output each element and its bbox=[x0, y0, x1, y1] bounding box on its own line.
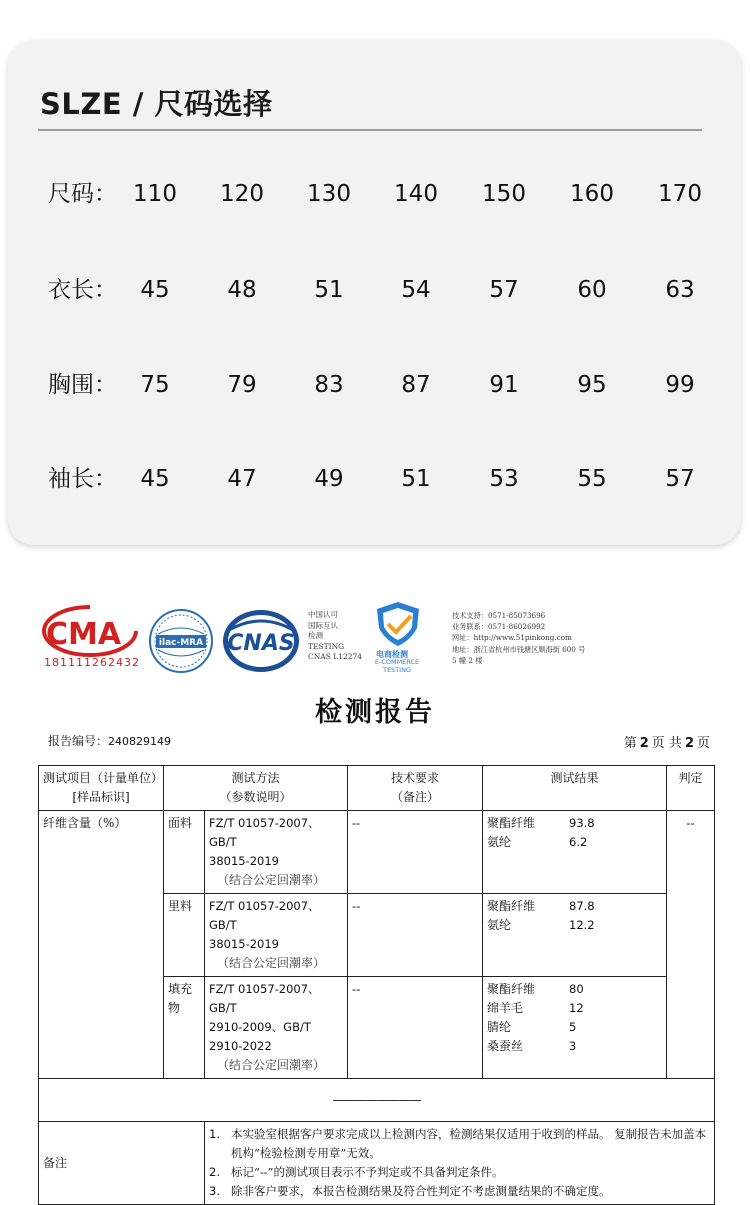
contact-info: 技术支持：0571-85073696 业务联系：0571-86026992 网址：http://www.51pinkong.com 地址：浙江省杭州市钱塘区顺海街 600 号 5 幢 2 楼 bbox=[452, 611, 586, 665]
size-row-label: 衣长： bbox=[48, 277, 117, 303]
part-requirement: -- bbox=[348, 811, 483, 894]
cma-number: 181111262432 bbox=[44, 656, 140, 669]
report-title: 检测报告 bbox=[315, 697, 435, 728]
size-value: 95 bbox=[577, 372, 607, 398]
part-name: 里料 bbox=[164, 894, 205, 977]
header-item: 测试项目（计量单位） [样品标识] bbox=[39, 766, 164, 811]
header-result: 测试结果 bbox=[483, 766, 667, 811]
remarks-content bbox=[205, 1122, 715, 1205]
part-name: 填充物 bbox=[164, 977, 205, 1079]
size-row bbox=[8, 459, 741, 499]
size-value: 45 bbox=[140, 466, 170, 492]
table-row bbox=[39, 811, 715, 894]
remarks-row bbox=[39, 1122, 715, 1205]
cnas-logo bbox=[221, 608, 301, 674]
size-value: 140 bbox=[394, 181, 438, 207]
table-end-row bbox=[39, 1079, 715, 1122]
size-value: 51 bbox=[314, 277, 344, 303]
size-row-label: 尺码： bbox=[48, 181, 117, 207]
size-value: 79 bbox=[227, 372, 257, 398]
judge-value: -- bbox=[667, 811, 715, 1079]
part-method: FZ/T 01057-2007、GB/T 2910-2009、GB/T 2910-2022 （结合公定回潮率） bbox=[205, 977, 348, 1079]
remark-item: 3. 除非客户要求，本报告检测结果及符合性判定不考虑测量结果的不确定度。 bbox=[209, 1184, 611, 1198]
part-name: 面料 bbox=[164, 811, 205, 894]
size-value: 54 bbox=[401, 277, 431, 303]
certification-logos bbox=[38, 600, 718, 680]
size-value: 49 bbox=[314, 466, 344, 492]
remark-item: 1. 本实验室根据客户要求完成以上检测内容，检测结果仅适用于收到的样品。 复制报告未加盖本机构“检验检测专用章”无效。 bbox=[209, 1127, 707, 1160]
size-value: 60 bbox=[577, 277, 607, 303]
size-value: 160 bbox=[570, 181, 614, 207]
size-value: 75 bbox=[140, 372, 170, 398]
size-row bbox=[8, 270, 741, 310]
size-value: 51 bbox=[401, 466, 431, 492]
size-value: 57 bbox=[665, 466, 695, 492]
size-row bbox=[8, 365, 741, 405]
header-judge: 判定 bbox=[667, 766, 715, 811]
svg-text:CMA: CMA bbox=[46, 617, 122, 652]
size-value: 47 bbox=[227, 466, 257, 492]
end-mark: ———————— bbox=[39, 1079, 715, 1122]
remark-item: 2. 标记“--”的测试项目表示不予判定或不具备判定条件。 bbox=[209, 1165, 504, 1179]
size-row-label: 袖长： bbox=[48, 466, 117, 492]
ilac-mra-logo bbox=[148, 608, 214, 674]
part-requirement: -- bbox=[348, 894, 483, 977]
size-value: 150 bbox=[482, 181, 526, 207]
size-value: 45 bbox=[140, 277, 170, 303]
size-value: 110 bbox=[133, 181, 177, 207]
size-value: 120 bbox=[220, 181, 264, 207]
size-row-label: 胸围： bbox=[48, 372, 117, 398]
size-value: 53 bbox=[489, 466, 519, 492]
size-value: 57 bbox=[489, 277, 519, 303]
remarks-label: 备注 bbox=[39, 1122, 205, 1205]
item-name: 纤维含量（%） bbox=[39, 811, 164, 1079]
part-method: FZ/T 01057-2007、GB/T 38015-2019 （结合公定回潮率） bbox=[205, 811, 348, 894]
size-chart-title: SLZE / 尺码选择 bbox=[40, 87, 273, 121]
header-requirement: 技术要求 （备注） bbox=[348, 766, 483, 811]
cnas-side-text: 中国认可 国际互认 检测 TESTING CNAS L12274 bbox=[308, 610, 363, 661]
ecommerce-testing-shield-icon bbox=[371, 600, 425, 648]
cma-logo bbox=[40, 604, 140, 660]
size-chart-divider bbox=[38, 129, 702, 131]
ecommerce-testing-en: E-COMMERCE TESTING bbox=[374, 658, 420, 674]
part-results: 聚酯纤维 93.8 氨纶 6.2 bbox=[483, 811, 667, 894]
size-value: 55 bbox=[577, 466, 607, 492]
part-results: 聚酯纤维 87.8 氨纶 12.2 bbox=[483, 894, 667, 977]
size-value: 48 bbox=[227, 277, 257, 303]
size-value: 91 bbox=[489, 372, 519, 398]
report-table bbox=[38, 765, 715, 1205]
size-value: 87 bbox=[401, 372, 431, 398]
size-value: 170 bbox=[658, 181, 702, 207]
size-value: 63 bbox=[665, 277, 695, 303]
size-row bbox=[8, 174, 741, 214]
size-value: 130 bbox=[307, 181, 351, 207]
part-requirement: -- bbox=[348, 977, 483, 1079]
size-value: 99 bbox=[665, 372, 695, 398]
size-chart-card bbox=[8, 40, 741, 545]
part-method: FZ/T 01057-2007、GB/T 38015-2019 （结合公定回潮率） bbox=[205, 894, 348, 977]
size-value: 83 bbox=[314, 372, 344, 398]
report-number: 报告编号：240829149 bbox=[48, 734, 172, 748]
part-results: 聚酯纤维 80 绵羊毛 12 腈纶 5 桑蚕丝 3 bbox=[483, 977, 667, 1079]
report-table-header bbox=[39, 766, 715, 811]
svg-text:CNAS: CNAS bbox=[227, 631, 295, 656]
page-indicator: 第 2 页 共 2 页 bbox=[623, 736, 710, 751]
header-method: 测试方法 （参数说明） bbox=[164, 766, 348, 811]
svg-text:ilac-MRA: ilac-MRA bbox=[158, 638, 204, 648]
ecommerce-testing-cn: 电商检测 bbox=[376, 650, 408, 659]
